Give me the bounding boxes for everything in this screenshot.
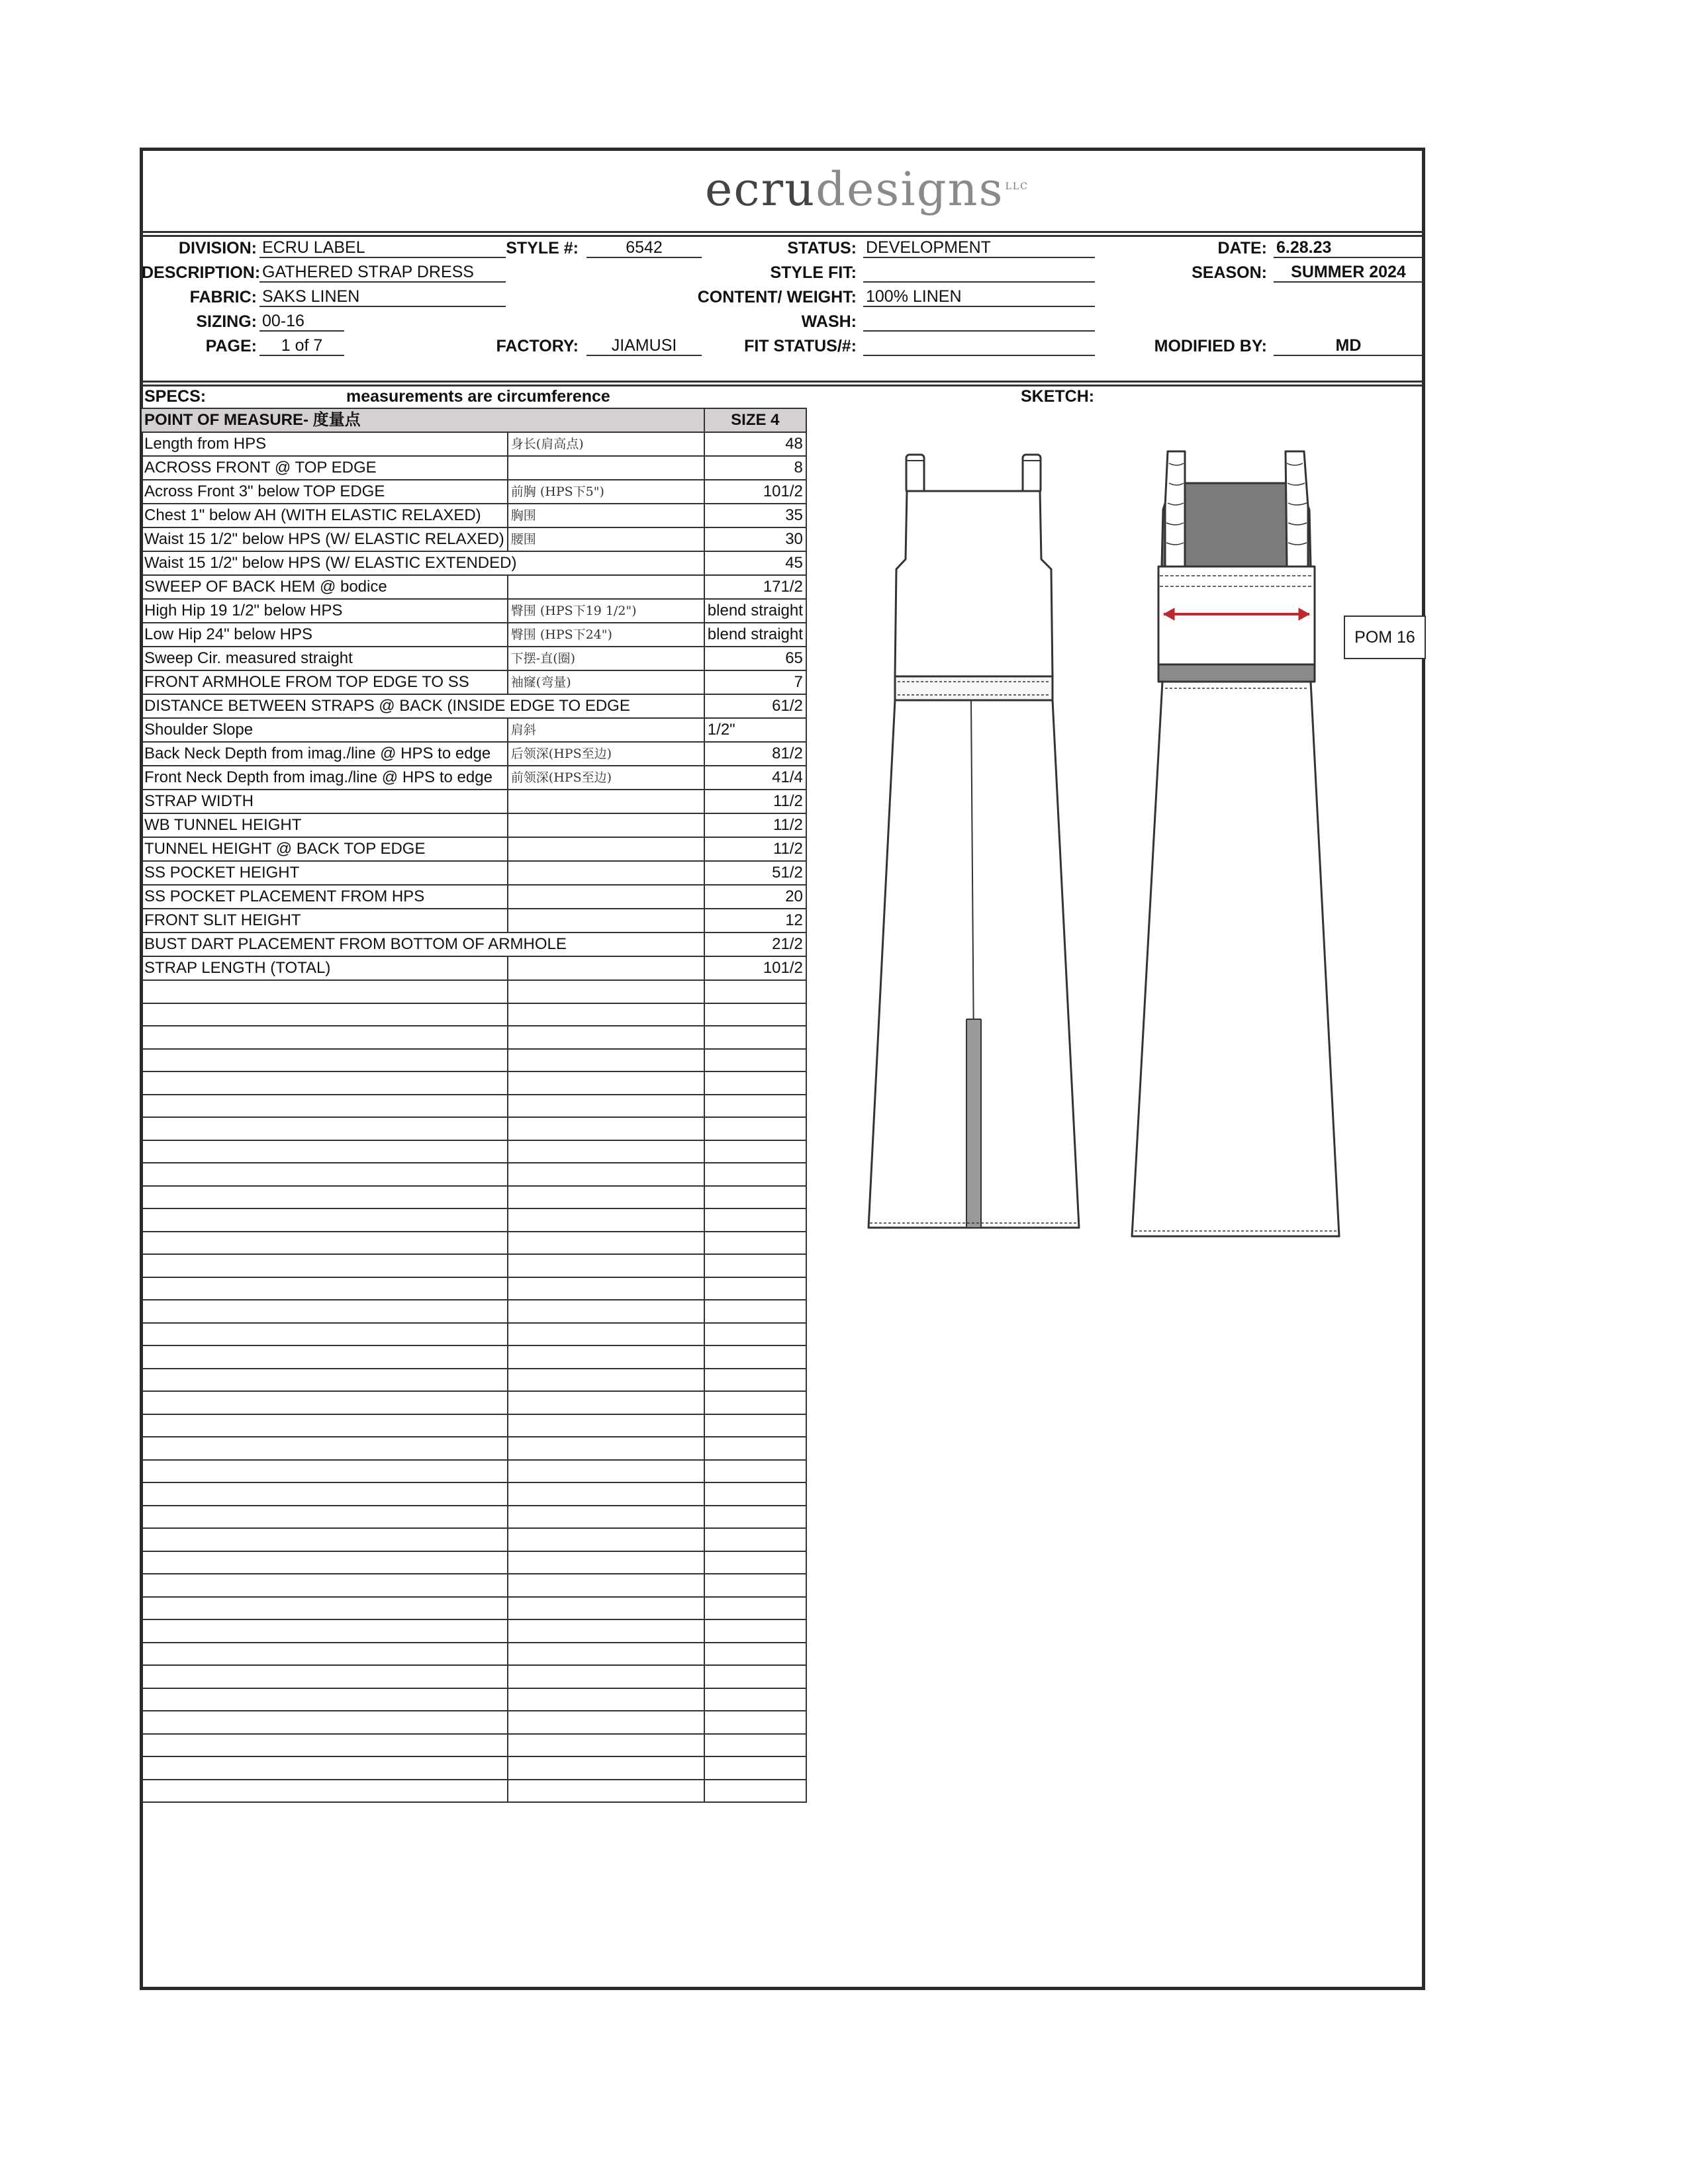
content-value: 100% LINEN [863,287,1095,307]
empty-cell [704,980,806,1003]
size-4-value-cell: 41/4 [704,766,806,790]
empty-cell [142,1277,508,1300]
empty-cell [508,1026,704,1049]
chinese-term-cell [508,956,704,980]
empty-cell [142,1369,508,1392]
chinese-term-cell [508,456,704,480]
page-value: 1 of 7 [259,336,344,356]
empty-cell [142,1140,508,1163]
pom-cell: Front Neck Depth from imag./line @ HPS to edge [142,766,508,790]
empty-cell [508,1734,704,1757]
size-4-value-cell: 65 [704,647,806,670]
empty-table-row [142,1140,806,1163]
empty-table-row [142,1756,806,1780]
empty-cell [508,1277,704,1300]
empty-cell [508,1574,704,1597]
table-row [142,766,806,790]
status-label: STATUS: [787,239,857,257]
date-label: DATE: [1217,239,1267,257]
empty-cell [704,1003,806,1026]
fabric-value: SAKS LINEN [259,287,506,307]
empty-cell [704,1232,806,1255]
table-row [142,956,806,980]
chinese-term-cell: 肩斜 [508,718,704,742]
factory-label: FACTORY: [496,337,579,355]
chinese-term-cell: 臀围 (HPS下19 1/2") [508,599,704,623]
empty-table-row [142,1049,806,1072]
fit-status-value [863,336,1095,356]
size-4-value-cell: 51/2 [704,861,806,885]
empty-table-row [142,1254,806,1277]
empty-cell [508,1711,704,1734]
empty-cell [704,1756,806,1780]
empty-cell [704,1437,806,1460]
empty-cell [508,1163,704,1186]
wash-label: WASH: [801,312,857,331]
empty-cell [704,1482,806,1506]
pom-16-callout: POM 16 [1344,615,1426,659]
empty-cell [704,1300,806,1323]
empty-cell [142,1734,508,1757]
empty-table-row [142,1026,806,1049]
empty-cell [142,1665,508,1688]
empty-cell [142,980,508,1003]
table-row [142,623,806,647]
content-label: CONTENT/ WEIGHT: [697,288,857,306]
size-4-value-cell: 1/2" [704,718,806,742]
empty-cell [704,1391,806,1414]
date-value: 6.28.23 [1274,238,1423,258]
pom-cell: SS POCKET HEIGHT [142,861,508,885]
pom-cell: DISTANCE BETWEEN STRAPS @ BACK (INSIDE EDGE TO EDGE [142,694,704,718]
front-bodice [895,491,1053,676]
empty-table-row [142,1506,806,1529]
empty-table-row [142,1003,806,1026]
front-view-sketch [868,455,1079,1228]
table-row [142,861,806,885]
pom-cell: SWEEP OF BACK HEM @ bodice [142,575,508,599]
size-4-value-cell: 20 [704,885,806,909]
pom-cell: TUNNEL HEIGHT @ BACK TOP EDGE [142,837,508,861]
style-value: 6542 [586,238,702,258]
pom-cell: FRONT ARMHOLE FROM TOP EDGE TO SS [142,670,508,694]
empty-cell [508,1140,704,1163]
table-row [142,504,806,527]
modified-by-value: MD [1274,336,1423,356]
empty-cell [704,1208,806,1232]
size-4-value-cell: 101/2 [704,956,806,980]
pom-cell: BUST DART PLACEMENT FROM BOTTOM OF ARMHOLE [142,933,704,956]
empty-cell [142,1117,508,1140]
size-4-value-cell: 21/2 [704,933,806,956]
pom-header: POINT OF MEASURE- 度量点 [142,408,704,432]
empty-cell [142,1482,508,1506]
empty-cell [508,1117,704,1140]
chinese-term-cell [508,909,704,933]
chinese-term-cell [508,885,704,909]
empty-cell [508,1437,704,1460]
page-label: PAGE: [205,337,257,355]
empty-table-row [142,1597,806,1620]
empty-cell [508,1049,704,1072]
table-row [142,456,806,480]
size-4-value-cell: 35 [704,504,806,527]
empty-table-row [142,1117,806,1140]
empty-table-row [142,1482,806,1506]
empty-cell [704,1643,806,1666]
empty-cell [704,1117,806,1140]
empty-cell [508,1780,704,1803]
empty-cell [142,1345,508,1369]
empty-cell [142,1300,508,1323]
empty-cell [142,1414,508,1437]
empty-table-row [142,1528,806,1551]
empty-cell [142,1756,508,1780]
empty-table-row [142,1163,806,1186]
table-row [142,909,806,933]
empty-cell [704,1528,806,1551]
empty-cell [508,1369,704,1392]
table-row [142,670,806,694]
size-4-value-cell: 171/2 [704,575,806,599]
pom-cell: Length from HPS [142,432,508,456]
chinese-term-cell: 胸围 [508,504,704,527]
measurement-table [142,408,807,1803]
empty-cell [142,1780,508,1803]
empty-cell [142,1003,508,1026]
empty-cell [508,980,704,1003]
empty-cell [704,1414,806,1437]
back-waistband [1158,664,1315,682]
empty-cell [508,1482,704,1506]
back-view-sketch [1132,451,1339,1236]
chinese-term-cell: 下摆-直(圈) [508,647,704,670]
table-row [142,790,806,813]
empty-cell [508,1323,704,1346]
chinese-term-cell [508,575,704,599]
fabric-label: FABRIC: [189,288,257,306]
empty-cell [142,1071,508,1095]
empty-cell [704,1071,806,1095]
empty-cell [142,1528,508,1551]
empty-table-row [142,1437,806,1460]
pom-cell: WB TUNNEL HEIGHT [142,813,508,837]
table-row [142,933,806,956]
empty-cell [704,1780,806,1803]
empty-table-row [142,1688,806,1711]
empty-cell [704,1323,806,1346]
empty-cell [508,1619,704,1643]
empty-cell [508,1506,704,1529]
empty-cell [142,1506,508,1529]
empty-cell [704,1095,806,1118]
size-4-value-cell: 7 [704,670,806,694]
empty-table-row [142,1574,806,1597]
division-label: DIVISION: [178,239,257,257]
empty-cell [142,1711,508,1734]
empty-cell [142,1574,508,1597]
empty-cell [142,1437,508,1460]
empty-cell [704,1688,806,1711]
pom-cell: Shoulder Slope [142,718,508,742]
pom-cell: Sweep Cir. measured straight [142,647,508,670]
table-row [142,837,806,861]
empty-cell [142,1597,508,1620]
sizing-label: SIZING: [196,312,257,331]
pom-cell: STRAP LENGTH (TOTAL) [142,956,508,980]
empty-cell [508,1300,704,1323]
size-4-value-cell: 8 [704,456,806,480]
back-right-strap [1286,451,1308,567]
season-label: SEASON: [1192,263,1267,282]
sizing-value: 00-16 [259,311,344,332]
empty-table-row [142,1391,806,1414]
empty-cell [142,1323,508,1346]
empty-table-row [142,1665,806,1688]
empty-cell [508,1756,704,1780]
empty-table-row [142,1734,806,1757]
pom-cell: Waist 15 1/2" below HPS (W/ ELASTIC RELAXED) [142,527,508,551]
empty-cell [508,1688,704,1711]
empty-cell [704,1711,806,1734]
empty-cell [704,1506,806,1529]
empty-cell [508,1391,704,1414]
description-label: DESCRIPTION: [142,263,261,282]
header-divider-top [142,231,1423,233]
size-4-value-cell: 12 [704,909,806,933]
empty-table-row [142,1460,806,1483]
chinese-term-cell: 身长(肩高点) [508,432,704,456]
pom-cell: STRAP WIDTH [142,790,508,813]
chinese-term-cell [508,813,704,837]
empty-cell [508,1528,704,1551]
empty-cell [508,1254,704,1277]
empty-cell [508,1665,704,1688]
empty-cell [142,1391,508,1414]
season-value: SUMMER 2024 [1274,262,1423,283]
table-row [142,694,806,718]
pom-cell: SS POCKET PLACEMENT FROM HPS [142,885,508,909]
size-4-value-cell: 45 [704,551,806,575]
empty-cell [508,1597,704,1620]
empty-table-row [142,1345,806,1369]
table-row [142,647,806,670]
empty-cell [142,1688,508,1711]
empty-cell [142,1049,508,1072]
empty-cell [142,1026,508,1049]
ecru-designs-logo: ecrudesigns $^{LLC}$ [705,162,1029,216]
empty-cell [704,1140,806,1163]
front-slit [966,1019,981,1228]
size-4-value-cell: 101/2 [704,480,806,504]
empty-cell [508,1551,704,1574]
dress-sketch [854,443,1410,1277]
empty-cell [142,1254,508,1277]
empty-table-row [142,1186,806,1209]
empty-table-row [142,1551,806,1574]
size-4-value-cell: 11/2 [704,837,806,861]
empty-cell [704,1163,806,1186]
specs-label: SPECS: [144,387,207,406]
empty-cell [508,1071,704,1095]
table-row [142,813,806,837]
wash-value [863,311,1095,332]
empty-cell [704,1369,806,1392]
pom-cell: Low Hip 24" below HPS [142,623,508,647]
chinese-term-cell: 腰围 [508,527,704,551]
empty-cell [704,1254,806,1277]
table-row [142,480,806,504]
empty-cell [508,1186,704,1209]
style-label: STYLE #: [506,239,579,257]
empty-cell [704,1026,806,1049]
size-4-value-cell: 48 [704,432,806,456]
fit-status-label: FIT STATUS/#: [744,337,857,355]
empty-table-row [142,1369,806,1392]
empty-table-row [142,1300,806,1323]
size-4-value-cell: 11/2 [704,813,806,837]
empty-cell [704,1551,806,1574]
chinese-term-cell: 前胸 (HPS下5") [508,480,704,504]
empty-cell [142,1186,508,1209]
sketch-label: SKETCH: [1021,387,1095,406]
empty-cell [508,1460,704,1483]
empty-cell [142,1551,508,1574]
division-value: ECRU LABEL [259,238,506,258]
pom-cell: Across Front 3" below TOP EDGE [142,480,508,504]
empty-cell [704,1574,806,1597]
empty-table-row [142,1232,806,1255]
empty-cell [142,1208,508,1232]
empty-cell [704,1277,806,1300]
style-fit-label: STYLE FIT: [770,263,857,282]
table-row [142,885,806,909]
empty-cell [508,1095,704,1118]
size-4-value-cell: 30 [704,527,806,551]
back-left-strap [1165,451,1185,567]
chinese-term-cell [508,837,704,861]
empty-cell [704,1665,806,1688]
table-header-row [142,408,806,432]
empty-table-row [142,1414,806,1437]
size-4-value-cell: 11/2 [704,790,806,813]
empty-table-row [142,980,806,1003]
size-4-value-cell: 81/2 [704,742,806,766]
empty-table-row [142,1095,806,1118]
empty-cell [508,1643,704,1666]
empty-cell [142,1095,508,1118]
pom-cell: ACROSS FRONT @ TOP EDGE [142,456,508,480]
empty-cell [508,1003,704,1026]
empty-cell [142,1643,508,1666]
empty-cell [704,1460,806,1483]
table-row [142,551,806,575]
pom-cell: FRONT SLIT HEIGHT [142,909,508,933]
status-value: DEVELOPMENT [863,238,1095,258]
empty-table-row [142,1071,806,1095]
empty-table-row [142,1643,806,1666]
table-row [142,718,806,742]
table-row [142,742,806,766]
table-row [142,575,806,599]
pom-cell: Back Neck Depth from imag./line @ HPS to edge [142,742,508,766]
back-skirt [1132,682,1339,1236]
chinese-term-cell: 袖窿(弯量) [508,670,704,694]
table-row [142,599,806,623]
empty-cell [704,1186,806,1209]
empty-table-row [142,1619,806,1643]
empty-cell [704,1345,806,1369]
pom-cell: Waist 15 1/2" below HPS (W/ ELASTIC EXTENDED) [142,551,704,575]
empty-cell [142,1619,508,1643]
empty-cell [704,1597,806,1620]
empty-cell [704,1734,806,1757]
chinese-term-cell [508,790,704,813]
size-4-value-cell: 61/2 [704,694,806,718]
modified-by-label: MODIFIED BY: [1154,337,1267,355]
empty-cell [508,1208,704,1232]
empty-table-row [142,1780,806,1803]
header-divider-top-2 [142,235,1423,237]
size-4-value-cell: blend straight [704,623,806,647]
chinese-term-cell: 后领深(HPS至边) [508,742,704,766]
empty-cell [142,1163,508,1186]
chinese-term-cell: 前领深(HPS至边) [508,766,704,790]
empty-cell [704,1619,806,1643]
empty-cell [142,1460,508,1483]
chinese-term-cell [508,861,704,885]
table-row [142,527,806,551]
empty-cell [704,1049,806,1072]
empty-table-row [142,1208,806,1232]
empty-cell [508,1345,704,1369]
empty-cell [508,1414,704,1437]
description-value: GATHERED STRAP DRESS [259,262,506,283]
empty-cell [142,1232,508,1255]
pom-cell: Chest 1" below AH (WITH ELASTIC RELAXED) [142,504,508,527]
front-waistband [895,676,1053,700]
empty-table-row [142,1277,806,1300]
pom-cell: High Hip 19 1/2" below HPS [142,599,508,623]
style-fit-value [863,262,1095,283]
size-4-value-cell: blend straight [704,599,806,623]
empty-table-row [142,1711,806,1734]
factory-value: JIAMUSI [586,336,702,356]
specs-note: measurements are circumference [346,387,610,406]
chinese-term-cell: 臀围 (HPS下24") [508,623,704,647]
size-header: SIZE 4 [704,408,806,432]
empty-table-row [142,1323,806,1346]
specs-divider [142,381,1423,383]
table-row [142,432,806,456]
empty-cell [508,1232,704,1255]
specs-divider-2 [142,385,1423,387]
